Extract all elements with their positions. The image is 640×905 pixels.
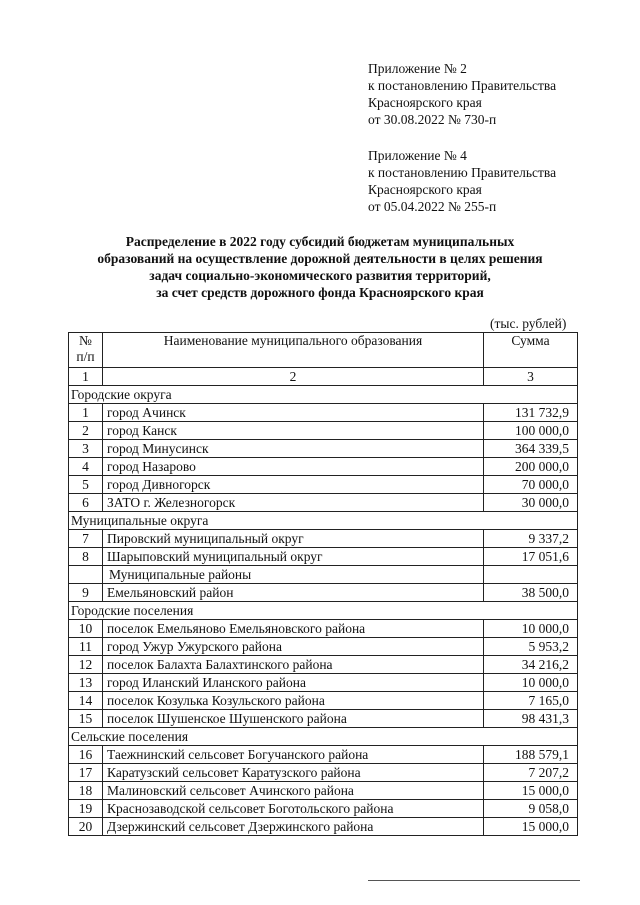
row-num: 20: [69, 818, 103, 836]
index-cell: 3: [484, 368, 578, 386]
row-amount: 5 953,2: [484, 638, 578, 656]
table-row: [69, 638, 578, 656]
appendix-title: Приложение № 4: [368, 148, 467, 163]
row-name: город Назарово: [103, 458, 484, 476]
row-num: 8: [69, 548, 103, 566]
subsidy-table: [68, 332, 578, 836]
row-num: 10: [69, 620, 103, 638]
table-row: [69, 746, 578, 764]
index-cell: 1: [69, 368, 103, 386]
table-index-row: [69, 368, 578, 386]
index-cell: 2: [103, 368, 484, 386]
row-num: 5: [69, 476, 103, 494]
row-name: Таежнинский сельсовет Богучанского района: [103, 746, 484, 764]
title-line: Распределение в 2022 году субсидий бюджетам муниципальных: [125, 234, 515, 249]
row-num: 2: [69, 422, 103, 440]
section-row: [69, 386, 578, 404]
document-title: [60, 233, 580, 301]
footer-divider: [368, 880, 580, 881]
row-amount: 98 431,3: [484, 710, 578, 728]
row-amount: 70 000,0: [484, 476, 578, 494]
row-name: Малиновский сельсовет Ачинского района: [103, 782, 484, 800]
appendix-date: от 30.08.2022 № 730-п: [368, 112, 497, 127]
section-label: Муниципальные округа: [69, 512, 578, 530]
row-amount: 7 165,0: [484, 692, 578, 710]
row-num: 18: [69, 782, 103, 800]
row-amount: 100 000,0: [484, 422, 578, 440]
row-amount: 34 216,2: [484, 656, 578, 674]
section-label: Городские поселения: [69, 602, 578, 620]
section-row: [69, 728, 578, 746]
row-num: 11: [69, 638, 103, 656]
table-row: [69, 530, 578, 548]
row-name: Шарыповский муниципальный округ: [103, 548, 484, 566]
row-amount: 9 058,0: [484, 800, 578, 818]
table-row: [69, 764, 578, 782]
appendix-2-header: [368, 60, 556, 128]
row-amount: 15 000,0: [484, 818, 578, 836]
row-name: поселок Козулька Козульского района: [103, 692, 484, 710]
empty-cell: [69, 566, 103, 584]
row-num: 16: [69, 746, 103, 764]
table-row: [69, 440, 578, 458]
row-amount: 17 051,6: [484, 548, 578, 566]
title-line: образований на осуществление дорожной деятельности в целях решения: [97, 251, 543, 266]
row-name: Каратузский сельсовет Каратузского района: [103, 764, 484, 782]
row-name: Дзержинский сельсовет Дзержинского района: [103, 818, 484, 836]
table-row: [69, 710, 578, 728]
row-num: 4: [69, 458, 103, 476]
row-num: 7: [69, 530, 103, 548]
appendix-date: от 05.04.2022 № 255-п: [368, 199, 497, 214]
row-num: 3: [69, 440, 103, 458]
row-amount: 200 000,0: [484, 458, 578, 476]
row-num: 17: [69, 764, 103, 782]
row-amount: 9 337,2: [484, 530, 578, 548]
row-name: ЗАТО г. Железногорск: [103, 494, 484, 512]
row-amount: 10 000,0: [484, 620, 578, 638]
appendix-4-header: [368, 147, 556, 215]
section-row: [69, 566, 578, 584]
section-label: Сельские поселения: [69, 728, 578, 746]
table-row: [69, 656, 578, 674]
table-row: [69, 782, 578, 800]
row-name: Пировский муниципальный округ: [103, 530, 484, 548]
row-amount: 30 000,0: [484, 494, 578, 512]
row-amount: 38 500,0: [484, 584, 578, 602]
row-amount: 188 579,1: [484, 746, 578, 764]
row-name: город Ачинск: [103, 404, 484, 422]
row-name: город Иланский Иланского района: [103, 674, 484, 692]
table-row: [69, 458, 578, 476]
table-row: [69, 476, 578, 494]
row-name: поселок Шушенское Шушенского района: [103, 710, 484, 728]
row-amount: 10 000,0: [484, 674, 578, 692]
table-row: [69, 422, 578, 440]
title-line: задач социально-экономического развития территорий,: [149, 268, 491, 283]
appendix-line: к постановлению Правительства: [368, 165, 557, 180]
row-name: поселок Балахта Балахтинского района: [103, 656, 484, 674]
table-row: [69, 620, 578, 638]
appendix-line: Красноярского края: [368, 182, 482, 197]
table-row: [69, 674, 578, 692]
section-label: Муниципальные районы: [103, 566, 484, 584]
row-num: 12: [69, 656, 103, 674]
row-name: Краснозаводской сельсовет Боготольского района: [103, 800, 484, 818]
row-name: поселок Емельяново Емельяновского района: [103, 620, 484, 638]
table-header-row: [69, 333, 578, 368]
table-row: [69, 818, 578, 836]
section-label: Городские округа: [69, 386, 578, 404]
appendix-line: к постановлению Правительства: [368, 78, 557, 93]
section-row: [69, 602, 578, 620]
section-row: [69, 512, 578, 530]
table-row: [69, 548, 578, 566]
table-row: [69, 692, 578, 710]
row-amount: 364 339,5: [484, 440, 578, 458]
row-num: 6: [69, 494, 103, 512]
header-num: № п/п: [69, 333, 103, 368]
row-num: 19: [69, 800, 103, 818]
row-num: 13: [69, 674, 103, 692]
units-label: (тыс. рублей): [490, 316, 567, 331]
row-name: город Ужур Ужурского района: [103, 638, 484, 656]
header-amount: Сумма: [484, 333, 578, 368]
row-num: 14: [69, 692, 103, 710]
table-row: [69, 584, 578, 602]
table-row: [69, 800, 578, 818]
table-row: [69, 494, 578, 512]
row-amount: 131 732,9: [484, 404, 578, 422]
row-num: 1: [69, 404, 103, 422]
row-name: город Канск: [103, 422, 484, 440]
header-name: Наименование муниципального образования: [103, 333, 484, 368]
table-row: [69, 404, 578, 422]
row-name: город Минусинск: [103, 440, 484, 458]
row-name: Емельяновский район: [103, 584, 484, 602]
row-amount: 15 000,0: [484, 782, 578, 800]
row-amount: 7 207,2: [484, 764, 578, 782]
title-line: за счет средств дорожного фонда Красноярского края: [156, 285, 484, 300]
empty-cell: [484, 566, 578, 584]
row-num: 15: [69, 710, 103, 728]
appendix-line: Красноярского края: [368, 95, 482, 110]
appendix-title: Приложение № 2: [368, 61, 467, 76]
row-num: 9: [69, 584, 103, 602]
row-name: город Дивногорск: [103, 476, 484, 494]
